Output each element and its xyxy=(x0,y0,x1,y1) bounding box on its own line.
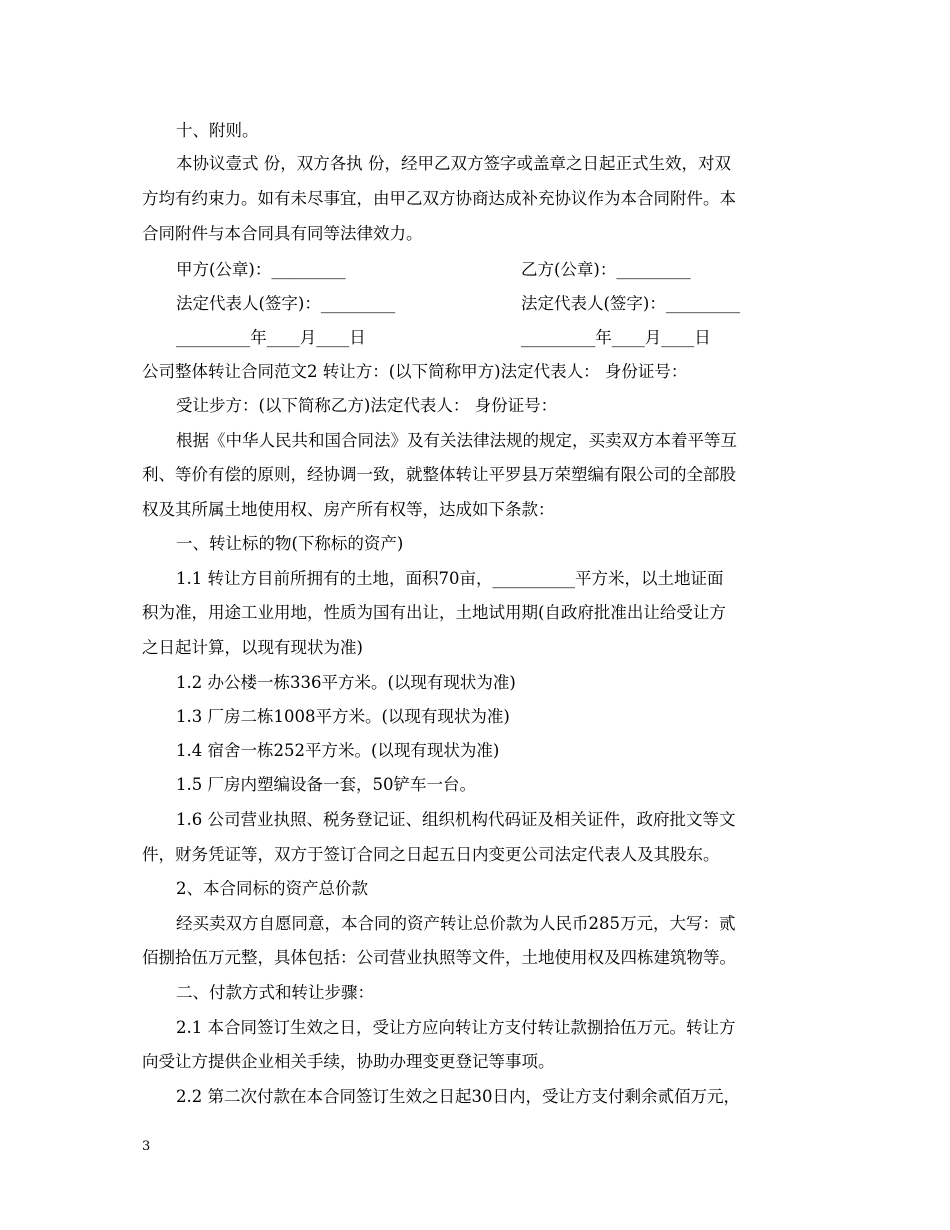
paragraph-line: 1.1 转让方目前所拥有的土地，面积70亩，__________平方米，以土地证面 xyxy=(176,569,724,588)
section-heading: 一、转让标的物(下称标的资产) xyxy=(176,534,404,553)
paragraph-line: 之日起计算，以现有现状为准) xyxy=(142,638,363,657)
paragraph-line: 积为准，用途工业用地，性质为国有出让，土地试用期(自政府批准出让给受让方 xyxy=(142,603,726,622)
section-heading-appendix: 十、附则。 xyxy=(176,121,259,140)
paragraph-line: 受让步方：(以下简称乙方)法定代表人： 身份证号： xyxy=(176,396,558,415)
paragraph-line: 2.2 第二次付款在本合同签订生效之日起30日内，受让方支付剩余贰佰万元， xyxy=(176,1087,740,1106)
party-b-date: _________年____月____日 xyxy=(521,328,711,347)
paragraph-line: 根据《中华人民共和国合同法》及有关法律法规的规定，买卖双方本着平等互 xyxy=(176,431,737,450)
paragraph-line: 1.3 厂房二栋1008平方米。(以现有现状为准) xyxy=(176,707,510,726)
paragraph-line: 件，财务凭证等，双方于签订合同之日起五日内变更公司法定代表人及其股东。 xyxy=(142,845,720,864)
section-heading: 2、本合同标的资产总价款 xyxy=(176,879,368,898)
page-number: 3 xyxy=(142,1139,151,1154)
party-b-seal: 乙方(公章)：_________ xyxy=(521,260,691,279)
document-title-line: 公司整体转让合同范文2 转让方：(以下简称甲方)法定代表人： 身份证号： xyxy=(142,362,688,381)
paragraph-line: 本协议壹式 份，双方各执 份，经甲乙双方签字或盖章之日起正式生效，对双 xyxy=(176,154,731,173)
party-a-date: _________年____月____日 xyxy=(176,328,366,347)
paragraph-line: 佰捌拾伍万元整，具体包括：公司营业执照等文件，土地使用权及四栋建筑物等。 xyxy=(142,948,736,967)
section-heading: 二、付款方式和转让步骤： xyxy=(176,983,374,1002)
party-b-representative: 法定代表人(签字)：_________ xyxy=(521,294,741,313)
paragraph-line: 1.6 公司营业执照、税务登记证、组织机构代码证及相关证件，政府批文等文 xyxy=(176,810,736,829)
paragraph-line: 方均有约束力。如有未尽事宜，由甲乙双方协商达成补充协议作为本合同附件。本 xyxy=(142,189,736,208)
paragraph-line: 经买卖双方自愿同意，本合同的资产转让总价款为人民币285万元，大写：贰 xyxy=(176,914,736,933)
paragraph-line: 权及其所属土地使用权、房产所有权等，达成如下条款： xyxy=(142,500,555,519)
paragraph-line: 1.5 厂房内塑编设备一套，50铲车一台。 xyxy=(176,775,476,794)
party-a-seal: 甲方(公章)：_________ xyxy=(176,260,346,279)
paragraph-line: 合同附件与本合同具有同等法律效力。 xyxy=(142,224,423,243)
paragraph-line: 1.4 宿舍一栋252平方米。(以现有现状为准) xyxy=(176,741,500,760)
paragraph-line: 向受让方提供企业相关手续，协助办理变更登记等事项。 xyxy=(142,1052,555,1071)
party-a-representative: 法定代表人(签字)：_________ xyxy=(176,294,396,313)
paragraph-line: 1.2 办公楼一栋336平方米。(以现有现状为准) xyxy=(176,673,516,692)
paragraph-line: 利、等价有偿的原则，经协调一致，就整体转让平罗县万荣塑编有限公司的全部股 xyxy=(142,465,736,484)
paragraph-line: 2.1 本合同签订生效之日，受让方应向转让方支付转让款捌拾伍万元。转让方 xyxy=(176,1018,736,1037)
